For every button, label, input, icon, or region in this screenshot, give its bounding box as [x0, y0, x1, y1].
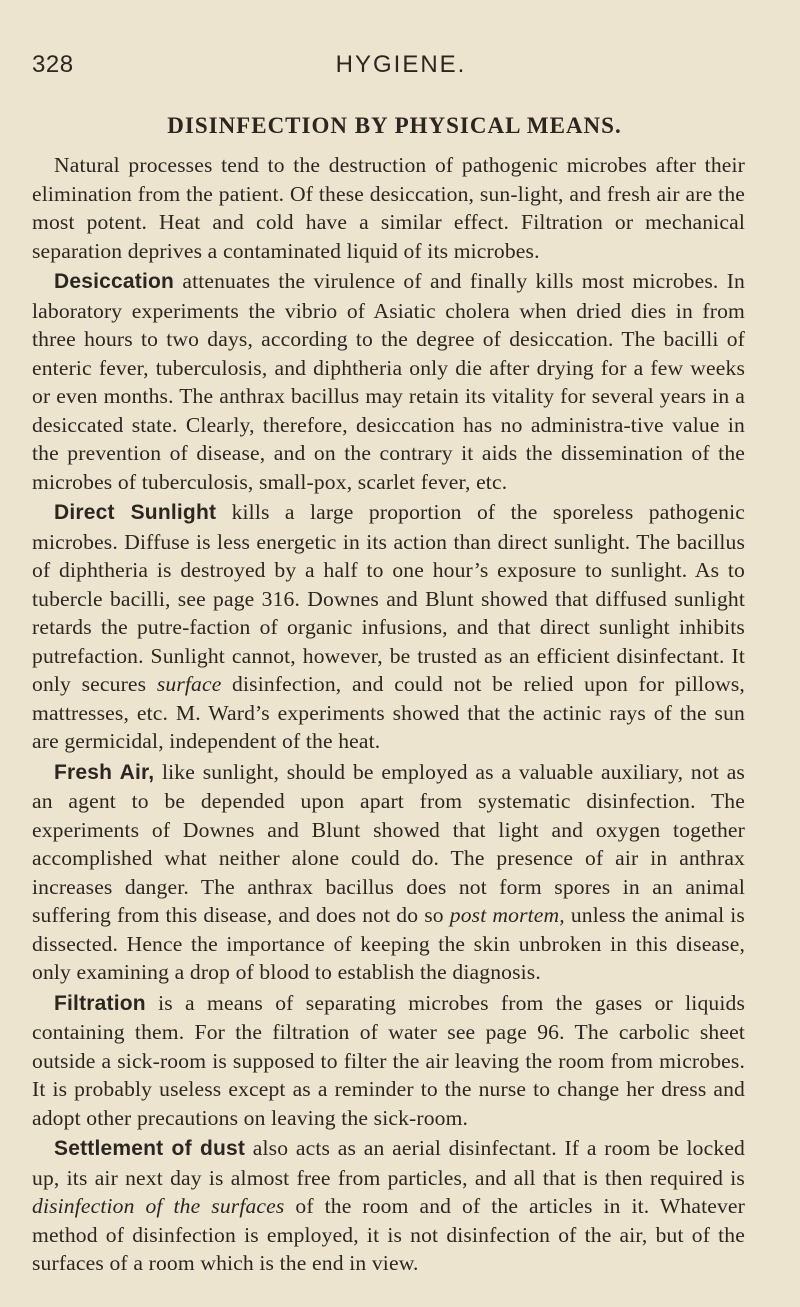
lead-filtration: Filtration — [54, 991, 146, 1015]
text-fresh-air-1: like sunlight, should be employed as a valuable auxiliary, not as an agent to be depended upon apart from systematic disinfection. The experiments of Downes and Blunt showed that light and oxygen together accomplished what neither alone could do. The presence of air in anthrax increases danger. The anthrax bacillus does not form spores in an animal suffering from this disease, and does not do so — [32, 759, 745, 927]
text-settlement-2: of the room and of the articles in it. Whatever method of disinfection is employed, it is not disinfection of the air, but of the surfaces of a room which is the end in view. — [32, 1194, 745, 1275]
lead-sunlight: Direct Sunlight — [54, 501, 217, 524]
text-sunlight-2: disinfection, and could not be relied upon for pillows, mattresses, etc. M. Ward’s experiments showed that the actinic rays of the sun are germicidal, independent of the heat. — [32, 672, 745, 753]
paragraph-settlement — [32, 1134, 745, 1278]
text-desiccation: attenuates the virulence of and finally kills most microbes. In laboratory experiments the vibrio of Asiatic cholera when dried dies in from three hours to two days, according to the degree of desiccation. The bacilli of enteric fever, tuberculosis, and diphtheria only die after drying for a few weeks or even months. The anthrax bacillus may retain its vitality for several years in a desiccated state. Clearly, therefore, desiccation has no administra-tive value in the prevention of disease, and on the contrary it aids the dissemination of the microbes of tuberculosis, small-pox, scarlet fever, etc. — [32, 269, 745, 494]
section-title: DISINFECTION BY PHYSICAL MEANS. — [167, 113, 622, 138]
lead-desiccation: Desiccation — [54, 270, 175, 293]
text-settlement-1: also acts as an aerial disinfectant. If a room be locked up, its air next day is almost free from particles, and all that is then required is — [32, 1136, 745, 1190]
italic-disinfection-surfaces: disinfection of the surfaces — [32, 1194, 285, 1218]
lead-settlement: Settlement of dust — [54, 1137, 246, 1160]
running-head — [32, 45, 745, 85]
lead-fresh-air: Fresh Air, — [54, 760, 155, 784]
italic-surface: surface — [156, 672, 222, 696]
italic-post-mortem: post mortem, — [449, 903, 565, 927]
text-fresh-air-2: unless the animal is dissected. Hence the importance of keeping the skin unbroken in this disease, only examining a drop of blood to establish the diagnosis. — [32, 903, 745, 984]
paragraph-intro: Natural processes tend to the destruction of pathogenic microbes after their elimination from the patient. Of these desiccation, sun-light, and fresh air are the most potent. Heat and cold have a similar effect. Filtration or mechanical separation deprives a contaminated liquid of its microbes. — [32, 153, 745, 263]
text-sunlight-1: kills a large proportion of the sporeless pathogenic microbes. Diffuse is less energetic in its action than direct sunlight. The bacillus of diphtheria is destroyed by a half to one hour’s exposure to sunlight. As to tubercle bacilli, see page 316. Downes and Blunt showed that diffused sunlight retards the putre-faction of organic infusions, and that direct sunlight inhibits putrefaction. Sunlight cannot, however, be trusted as an efficient disinfectant. It only secures — [32, 500, 745, 696]
text-filtration: is a means of separating microbes from the gases or liquids containing them. For the filtration of water see page 96. The carbolic sheet outside a sick-room is supposed to filter the air leaving the room from microbes. It is probably useless except as a reminder to the nurse to change her dress and adopt other precautions on leaving the sick-room. — [32, 990, 745, 1130]
paragraph-fresh-air — [32, 758, 745, 987]
paragraph-sunlight — [32, 498, 745, 756]
paragraph-desiccation — [32, 267, 745, 496]
paragraph-filtration — [32, 989, 745, 1133]
page-number: 328 — [32, 51, 74, 78]
running-title: HYGIENE. — [335, 51, 467, 78]
